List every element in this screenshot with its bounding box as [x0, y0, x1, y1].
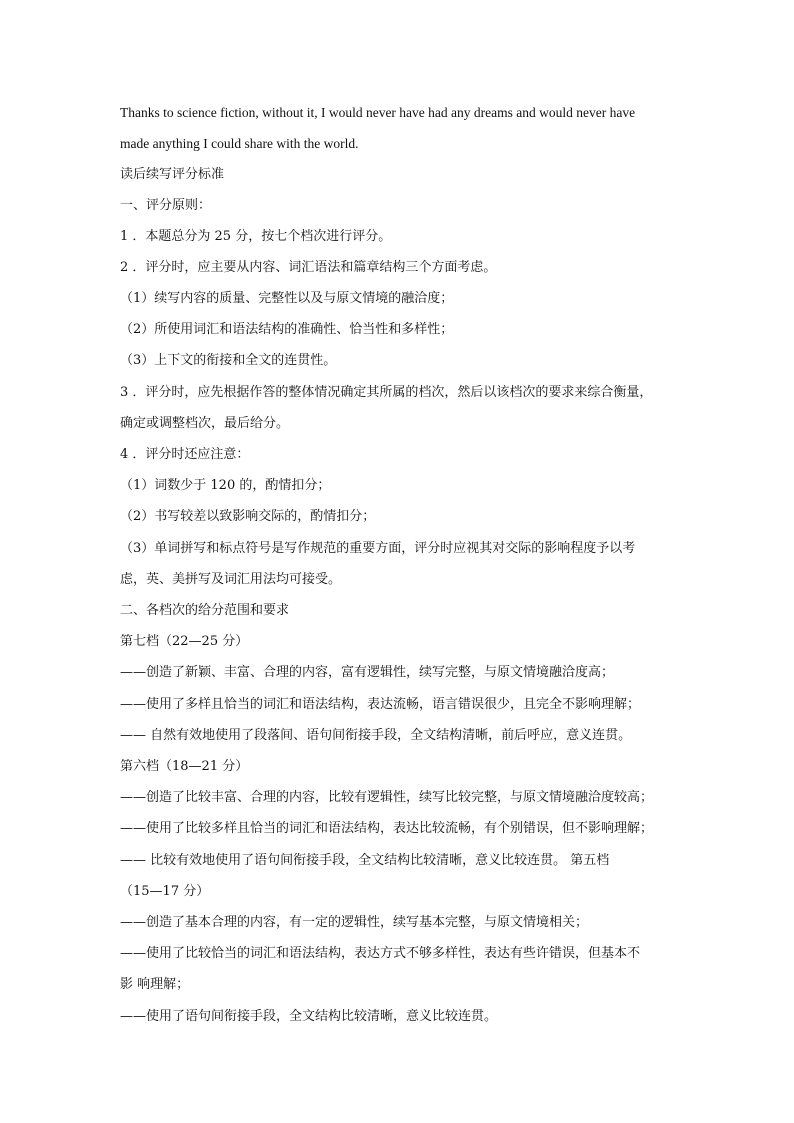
grade-heading: 第七档（22—25 分）: [120, 634, 249, 649]
text-line: ——使用了比较多样且恰当的词汇和语法结构，表达比较流畅，有个别错误，但不影响理解；: [120, 821, 654, 836]
text-line: （2）书写较差以致影响交际的，酌情扣分；: [120, 509, 376, 524]
section-heading: 一、评分原则：: [120, 198, 212, 213]
text-line: ——创造了比较丰富、合理的内容，比较有逻辑性，续写比较完整，与原文情境融洽度较高；: [120, 790, 654, 805]
text-line: —— 自然有效地使用了段落间、语句间衔接手段，全文结构清晰，前后呼应，意义连贯。: [120, 728, 632, 743]
text-line: made anything I could share with the world.: [120, 136, 359, 151]
text-line: 2 ．评分时，应主要从内容、词汇语法和篇章结构三个方面考虑。: [120, 260, 497, 275]
text-line: ——创造了基本合理的内容，有一定的逻辑性，续写基本完整，与原文情境相关；: [120, 915, 589, 930]
text-line: （3）上下文的衔接和全文的连贯性。: [120, 353, 337, 368]
text-line: （3）单词拼写和标点符号是写作规范的重要方面，评分时应视其对交际的影响程度予以考: [120, 541, 636, 556]
text-line: 1 ．本题总分为 25 分，按七个档次进行评分。: [120, 229, 392, 244]
text-line: ——创造了新颖、丰富、合理的内容，富有逻辑性，续写完整，与原文情境融洽度高；: [120, 665, 615, 680]
text-line: 影 响理解；: [120, 977, 190, 992]
text-line: —— 比较有效地使用了语句间衔接手段，全文结构比较清晰，意义比较连贯。 第五档: [120, 853, 610, 868]
grade-heading: 第六档（18—21 分）: [120, 759, 249, 774]
text-line: 3 ．评分时，应先根据作答的整体情况确定其所属的档次，然后以该档次的要求来综合衡量，: [120, 385, 653, 400]
text-line: ——使用了比较恰当的词汇和语法结构，表达方式不够多样性，表达有些许错误，但基本不: [120, 946, 641, 961]
text-line: （1）词数少于 120 的，酌情扣分；: [120, 478, 331, 493]
text-line: Thanks to science fiction, without it, I would never have had any dreams and would never have: [120, 105, 636, 120]
grade-heading: （15—17 分）: [120, 884, 210, 899]
text-line: （1）续写内容的质量、完整性以及与原文情境的融洽度；: [120, 291, 454, 306]
text-line: 4 ．评分时还应注意：: [120, 447, 250, 462]
text-line: ——使用了语句间衔接手段，全文结构比较清晰，意义比较连贯。: [120, 1009, 498, 1024]
section-heading: 读后续写评分标准: [120, 167, 225, 182]
text-line: 确定或调整档次，最后给分。: [120, 416, 290, 431]
text-line: ——使用了多样且恰当的词汇和语法结构，表达流畅，语言错误很少，且完全不影响理解；: [120, 697, 641, 712]
text-line: 虑，英、美拼写及词汇用法均可接受。: [120, 572, 342, 587]
section-heading: 二、各档次的给分范围和要求: [120, 603, 290, 618]
text-line: （2）所使用词汇和语法结构的准确性、恰当性和多样性；: [120, 322, 454, 337]
